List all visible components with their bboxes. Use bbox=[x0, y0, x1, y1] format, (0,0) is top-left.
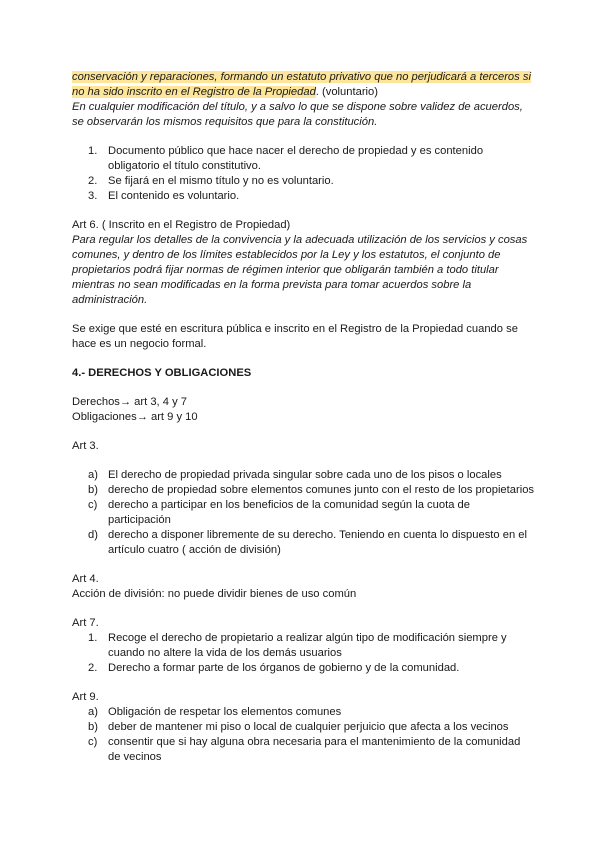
list-item: a) Obligación de respetar los elementos comunes bbox=[88, 706, 342, 718]
list-item: c) derecho a participar en los beneficios de la comunidad según la cuota de participación bbox=[88, 499, 470, 526]
art9-list bbox=[72, 705, 534, 765]
art6-note: Se exige que esté en escritura pública e inscrito en el Registro de la Propiedad cuando se hace es un negocio formal. bbox=[72, 323, 518, 350]
art3-list bbox=[72, 468, 534, 558]
art3-heading: Art 3. bbox=[72, 440, 99, 452]
list-item: d) derecho a disponer libremente de su derecho. Teniendo en cuenta lo dispuesto en el artículo cuatro ( acción de división) bbox=[88, 529, 527, 556]
art7-list bbox=[72, 631, 534, 676]
art9-heading: Art 9. bbox=[72, 691, 99, 703]
art6-heading: Art 6. ( Inscrito en el Registro de Propiedad) bbox=[72, 219, 291, 231]
list-item: 3. El contenido es voluntario. bbox=[88, 190, 240, 202]
list-item: 2. Derecho a formar parte de los órganos de gobierno y de la comunidad. bbox=[88, 662, 460, 674]
derechos-line: Derechos→ art 3, 4 y 7 bbox=[72, 396, 188, 408]
list-item: 1. Recoge el derecho de propietario a realizar algún tipo de modificación siempre y cuando no altere la vida de los demás usuarios bbox=[88, 632, 507, 659]
list-item: b) deber de mantener mi piso o local de cualquier perjuicio que afecta a los vecinos bbox=[88, 721, 509, 733]
list-item: b) derecho de propiedad sobre elementos comunes junto con el resto de los propietarios bbox=[88, 484, 535, 496]
numbered-list-1 bbox=[72, 144, 534, 204]
modification-note: En cualquier modificación del título, y a salvo lo que se dispone sobre validez de acuerdos, se observarán los mismos requisitos que para la constitución. bbox=[72, 101, 523, 128]
list-item: c) consentir que si hay alguna obra necesaria para el mantenimiento de la comunidad de vecinos bbox=[88, 736, 521, 763]
section-title: 4.- DERECHOS Y OBLIGACIONES bbox=[72, 367, 252, 379]
art4-heading: Art 4. bbox=[72, 573, 99, 585]
list-item: 1. Documento público que hace nacer el derecho de propiedad y es contenido obligatorio el título constitutivo. bbox=[88, 145, 484, 172]
art4-text: Acción de división: no puede dividir bienes de uso común bbox=[72, 588, 357, 600]
list-item: a) El derecho de propiedad privada singular sobre cada uno de los pisos o locales bbox=[88, 469, 502, 481]
intro-paragraph bbox=[72, 70, 534, 100]
intro-suffix: . (voluntario) bbox=[315, 86, 378, 98]
document-body bbox=[72, 70, 534, 765]
highlighted-text: conservación y reparaciones, formando un estatuto privativo que no perjudicará a terceros si no ha sido inscrito en el Registro de la Propiedad bbox=[72, 71, 531, 98]
obligaciones-line: Obligaciones→ art 9 y 10 bbox=[72, 411, 198, 423]
art7-heading: Art 7. bbox=[72, 617, 99, 629]
list-item: 2. Se fijará en el mismo título y no es voluntario. bbox=[88, 175, 334, 187]
art6-italic-text: Para regular los detalles de la convivencia y la adecuada utilización de los servicios y cosas comunes, y dentro de los límites establecidos por la Ley y los estatutos, el conjunto de propietarios podrá fijar normas de régimen interior que obligarán también a todo titular mientras no sean modificadas en la forma prevista para tomar acuerdos sobre la administración. bbox=[72, 234, 528, 306]
